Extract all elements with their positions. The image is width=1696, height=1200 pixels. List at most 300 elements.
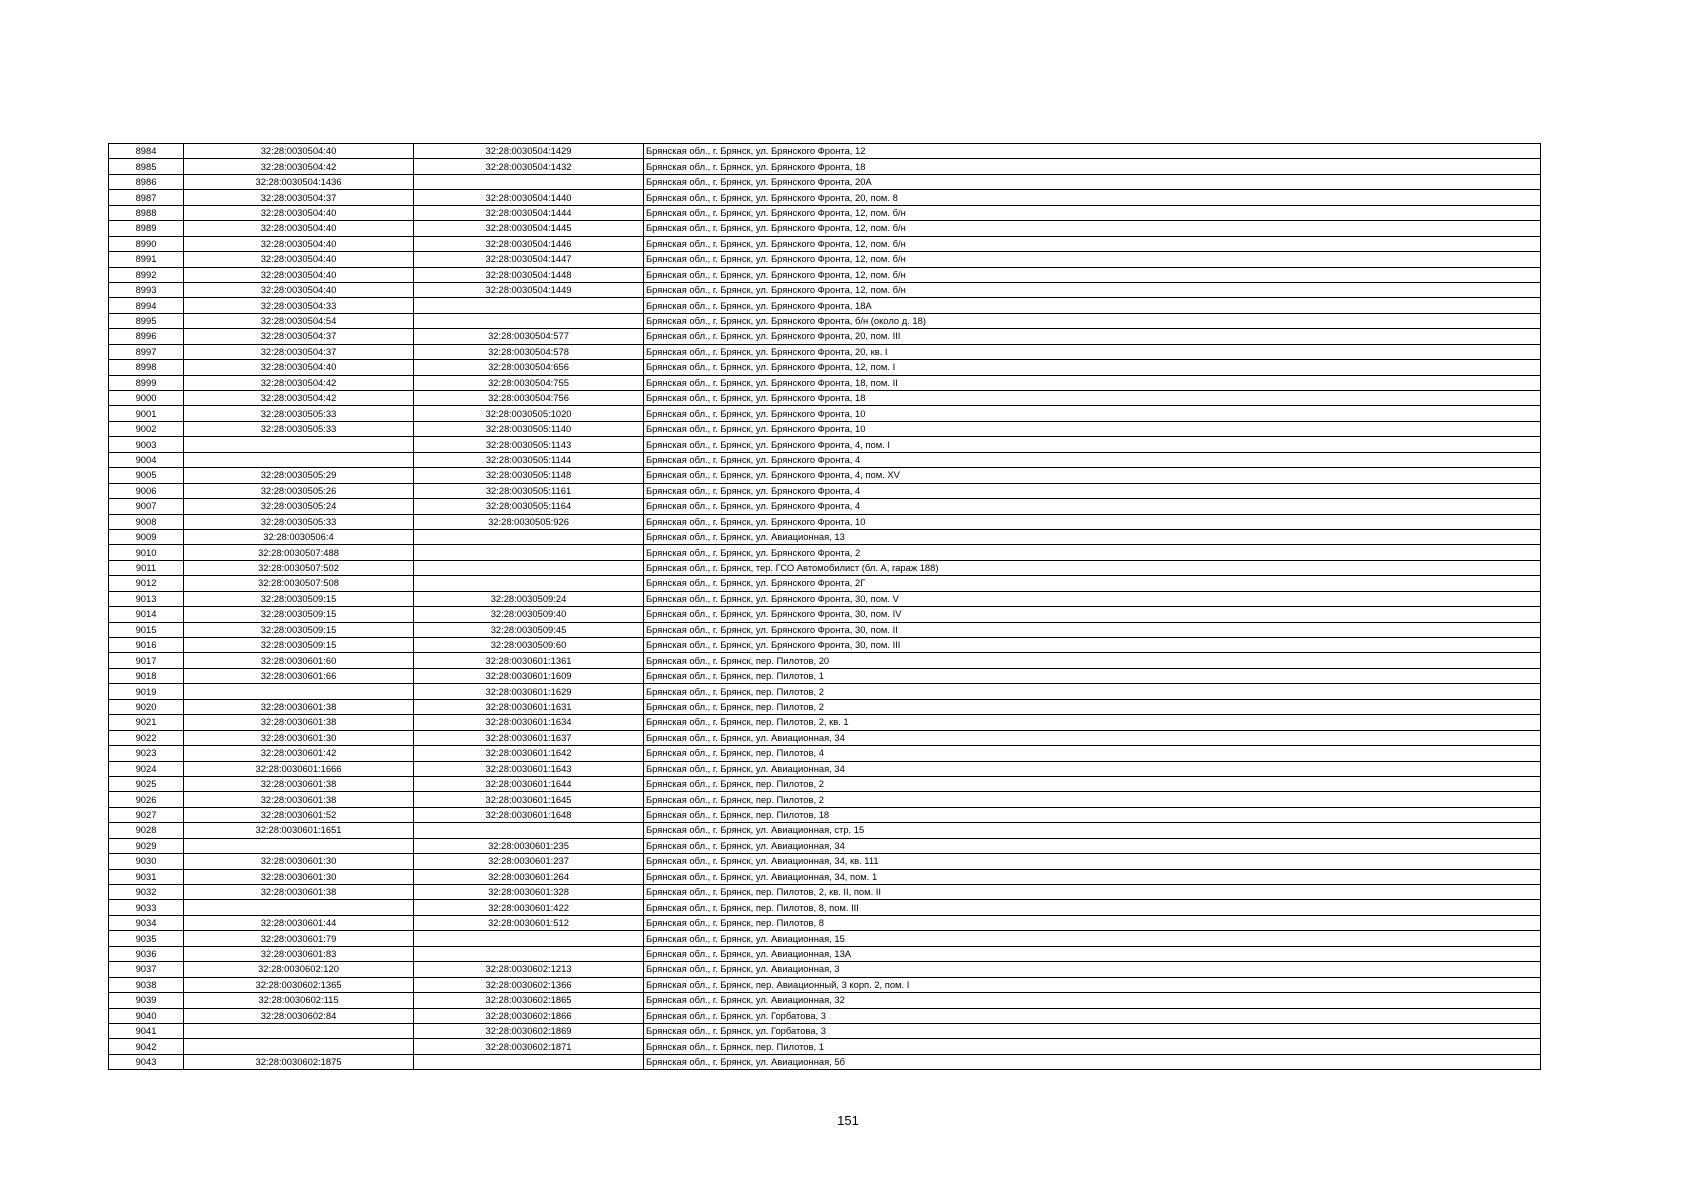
object-cadastral-number-cell: 32:28:0030504:755 [414, 375, 644, 390]
land-cadastral-number-cell: 32:28:0030509:15 [184, 622, 414, 637]
land-cadastral-number-cell: 32:28:0030601:66 [184, 668, 414, 683]
object-cadastral-number-cell: 32:28:0030505:1144 [414, 452, 644, 467]
table-row [109, 792, 1541, 807]
object-cadastral-number-cell: 32:28:0030504:1444 [414, 205, 644, 220]
row-number-cell: 9032 [109, 885, 184, 900]
land-cadastral-number-cell: 32:28:0030601:52 [184, 807, 414, 822]
land-cadastral-number-cell: 32:28:0030504:40 [184, 205, 414, 220]
row-number-cell: 8988 [109, 205, 184, 220]
object-cadastral-number-cell: 32:28:0030601:1645 [414, 792, 644, 807]
land-cadastral-number-cell: 32:28:0030509:15 [184, 607, 414, 622]
address-cell: Брянская обл., г. Брянск, пер. Пилотов, 8, пом. III [644, 900, 1541, 915]
land-cadastral-number-cell: 32:28:0030601:79 [184, 931, 414, 946]
address-cell: Брянская обл., г. Брянск, ул. Авиационная, 34 [644, 838, 1541, 853]
row-number-cell: 8998 [109, 360, 184, 375]
land-cadastral-number-cell: 32:28:0030504:40 [184, 221, 414, 236]
address-cell: Брянская обл., г. Брянск, ул. Горбатова, 3 [644, 1023, 1541, 1038]
object-cadastral-number-cell: 32:28:0030505:1020 [414, 406, 644, 421]
object-cadastral-number-cell: 32:28:0030504:1446 [414, 236, 644, 251]
row-number-cell: 9000 [109, 391, 184, 406]
address-cell: Брянская обл., г. Брянск, ул. Брянского Фронта, 4 [644, 483, 1541, 498]
table-row [109, 267, 1541, 282]
row-number-cell: 9002 [109, 421, 184, 436]
land-cadastral-number-cell: 32:28:0030601:30 [184, 730, 414, 745]
address-cell: Брянская обл., г. Брянск, ул. Брянского Фронта, 12, пом. б/н [644, 267, 1541, 282]
land-cadastral-number-cell: 32:28:0030504:37 [184, 190, 414, 205]
table-row [109, 715, 1541, 730]
object-cadastral-number-cell [414, 313, 644, 328]
object-cadastral-number-cell: 32:28:0030601:1631 [414, 699, 644, 714]
land-cadastral-number-cell: 32:28:0030602:120 [184, 962, 414, 977]
address-cell: Брянская обл., г. Брянск, ул. Авиационная, 13 [644, 529, 1541, 544]
table-row [109, 885, 1541, 900]
address-cell: Брянская обл., г. Брянск, ул. Брянского Фронта, 12, пом. б/н [644, 221, 1541, 236]
row-number-cell: 8994 [109, 298, 184, 313]
object-cadastral-number-cell: 32:28:0030504:656 [414, 360, 644, 375]
land-cadastral-number-cell: 32:28:0030504:37 [184, 329, 414, 344]
land-cadastral-number-cell: 32:28:0030601:38 [184, 776, 414, 791]
address-cell: Брянская обл., г. Брянск, ул. Брянского Фронта, 20А [644, 174, 1541, 189]
land-cadastral-number-cell [184, 1023, 414, 1038]
object-cadastral-number-cell: 32:28:0030602:1213 [414, 962, 644, 977]
object-cadastral-number-cell: 32:28:0030509:40 [414, 607, 644, 622]
land-cadastral-number-cell [184, 684, 414, 699]
table-row [109, 1023, 1541, 1038]
row-number-cell: 9036 [109, 946, 184, 961]
address-cell: Брянская обл., г. Брянск, пер. Пилотов, 2 [644, 684, 1541, 699]
table-row [109, 684, 1541, 699]
address-cell: Брянская обл., г. Брянск, ул. Авиационная, 34 [644, 761, 1541, 776]
row-number-cell: 9001 [109, 406, 184, 421]
table-row [109, 560, 1541, 575]
object-cadastral-number-cell: 32:28:0030504:1447 [414, 252, 644, 267]
object-cadastral-number-cell: 32:28:0030505:1148 [414, 468, 644, 483]
object-cadastral-number-cell [414, 560, 644, 575]
object-cadastral-number-cell: 32:28:0030601:1648 [414, 807, 644, 822]
table-row [109, 468, 1541, 483]
land-cadastral-number-cell: 32:28:0030507:508 [184, 576, 414, 591]
address-cell: Брянская обл., г. Брянск, ул. Брянского Фронта, 12, пом. б/н [644, 205, 1541, 220]
table-row [109, 962, 1541, 977]
property-registry-table [108, 143, 1541, 1070]
row-number-cell: 9028 [109, 823, 184, 838]
table-row [109, 298, 1541, 313]
table-row [109, 221, 1541, 236]
table-row [109, 159, 1541, 174]
object-cadastral-number-cell: 32:28:0030505:1143 [414, 437, 644, 452]
land-cadastral-number-cell: 32:28:0030601:38 [184, 885, 414, 900]
object-cadastral-number-cell: 32:28:0030504:756 [414, 391, 644, 406]
object-cadastral-number-cell [414, 946, 644, 961]
row-number-cell: 9031 [109, 869, 184, 884]
address-cell: Брянская обл., г. Брянск, ул. Брянского Фронта, 4, пом. XV [644, 468, 1541, 483]
address-cell: Брянская обл., г. Брянск, пер. Пилотов, 20 [644, 653, 1541, 668]
address-cell: Брянская обл., г. Брянск, пер. Пилотов, 1 [644, 1039, 1541, 1054]
row-number-cell: 8989 [109, 221, 184, 236]
land-cadastral-number-cell [184, 452, 414, 467]
object-cadastral-number-cell: 32:28:0030505:1161 [414, 483, 644, 498]
land-cadastral-number-cell: 32:28:0030507:488 [184, 545, 414, 560]
address-cell: Брянская обл., г. Брянск, ул. Брянского Фронта, 20, пом. 8 [644, 190, 1541, 205]
address-cell: Брянская обл., г. Брянск, ул. Брянского Фронта, 10 [644, 421, 1541, 436]
table-row [109, 391, 1541, 406]
row-number-cell: 8987 [109, 190, 184, 205]
row-number-cell: 9026 [109, 792, 184, 807]
table-row [109, 1054, 1541, 1069]
land-cadastral-number-cell: 32:28:0030504:1436 [184, 174, 414, 189]
land-cadastral-number-cell: 32:28:0030601:60 [184, 653, 414, 668]
table-row [109, 282, 1541, 297]
object-cadastral-number-cell [414, 545, 644, 560]
object-cadastral-number-cell [414, 823, 644, 838]
object-cadastral-number-cell: 32:28:0030602:1871 [414, 1039, 644, 1054]
row-number-cell: 9021 [109, 715, 184, 730]
row-number-cell: 9024 [109, 761, 184, 776]
row-number-cell: 9034 [109, 915, 184, 930]
land-cadastral-number-cell: 32:28:0030601:30 [184, 854, 414, 869]
land-cadastral-number-cell: 32:28:0030601:44 [184, 915, 414, 930]
object-cadastral-number-cell: 32:28:0030601:1634 [414, 715, 644, 730]
address-cell: Брянская обл., г. Брянск, пер. Авиационный, 3 корп. 2, пом. I [644, 977, 1541, 992]
land-cadastral-number-cell: 32:28:0030505:26 [184, 483, 414, 498]
land-cadastral-number-cell: 32:28:0030505:24 [184, 499, 414, 514]
row-number-cell: 9040 [109, 1008, 184, 1023]
row-number-cell: 8984 [109, 144, 184, 159]
row-number-cell: 9029 [109, 838, 184, 853]
object-cadastral-number-cell: 32:28:0030601:237 [414, 854, 644, 869]
table-row [109, 190, 1541, 205]
row-number-cell: 9020 [109, 699, 184, 714]
land-cadastral-number-cell: 32:28:0030509:15 [184, 591, 414, 606]
address-cell: Брянская обл., г. Брянск, ул. Брянского Фронта, 30, пом. II [644, 622, 1541, 637]
land-cadastral-number-cell [184, 900, 414, 915]
land-cadastral-number-cell: 32:28:0030601:83 [184, 946, 414, 961]
object-cadastral-number-cell: 32:28:0030601:264 [414, 869, 644, 884]
land-cadastral-number-cell: 32:28:0030602:1875 [184, 1054, 414, 1069]
address-cell: Брянская обл., г. Брянск, пер. Пилотов, 2, кв. 1 [644, 715, 1541, 730]
address-cell: Брянская обл., г. Брянск, пер. Пилотов, 2 [644, 699, 1541, 714]
table-row [109, 776, 1541, 791]
object-cadastral-number-cell: 32:28:0030601:1609 [414, 668, 644, 683]
row-number-cell: 8991 [109, 252, 184, 267]
table-row [109, 545, 1541, 560]
row-number-cell: 8999 [109, 375, 184, 390]
land-cadastral-number-cell: 32:28:0030601:38 [184, 715, 414, 730]
address-cell: Брянская обл., г. Брянск, пер. Пилотов, 2, кв. II, пом. II [644, 885, 1541, 900]
row-number-cell: 9023 [109, 746, 184, 761]
object-cadastral-number-cell: 32:28:0030601:1361 [414, 653, 644, 668]
land-cadastral-number-cell: 32:28:0030601:30 [184, 869, 414, 884]
object-cadastral-number-cell: 32:28:0030602:1869 [414, 1023, 644, 1038]
object-cadastral-number-cell: 32:28:0030504:1449 [414, 282, 644, 297]
address-cell: Брянская обл., г. Брянск, пер. Пилотов, 2 [644, 792, 1541, 807]
address-cell: Брянская обл., г. Брянск, ул. Авиационная, 5б [644, 1054, 1541, 1069]
table-row [109, 375, 1541, 390]
land-cadastral-number-cell: 32:28:0030601:1666 [184, 761, 414, 776]
table-body [109, 144, 1541, 1070]
address-cell: Брянская обл., г. Брянск, ул. Брянского Фронта, 2Г [644, 576, 1541, 591]
row-number-cell: 9030 [109, 854, 184, 869]
object-cadastral-number-cell: 32:28:0030504:577 [414, 329, 644, 344]
table-row [109, 915, 1541, 930]
address-cell: Брянская обл., г. Брянск, ул. Брянского Фронта, 18 [644, 159, 1541, 174]
row-number-cell: 8985 [109, 159, 184, 174]
land-cadastral-number-cell: 32:28:0030504:40 [184, 252, 414, 267]
row-number-cell: 9009 [109, 529, 184, 544]
table-row [109, 746, 1541, 761]
table-row [109, 1008, 1541, 1023]
address-cell: Брянская обл., г. Брянск, ул. Брянского Фронта, 12, пом. б/н [644, 252, 1541, 267]
table-row [109, 854, 1541, 869]
table-row [109, 668, 1541, 683]
object-cadastral-number-cell: 32:28:0030601:1643 [414, 761, 644, 776]
object-cadastral-number-cell: 32:28:0030601:1629 [414, 684, 644, 699]
object-cadastral-number-cell: 32:28:0030505:926 [414, 514, 644, 529]
land-cadastral-number-cell: 32:28:0030504:42 [184, 375, 414, 390]
address-cell: Брянская обл., г. Брянск, тер. ГСО Автомобилист (бл. А, гараж 188) [644, 560, 1541, 575]
table-row [109, 699, 1541, 714]
object-cadastral-number-cell: 32:28:0030601:1644 [414, 776, 644, 791]
object-cadastral-number-cell: 32:28:0030601:512 [414, 915, 644, 930]
table-row [109, 823, 1541, 838]
address-cell: Брянская обл., г. Брянск, ул. Брянского Фронта, 30, пом. V [644, 591, 1541, 606]
land-cadastral-number-cell: 32:28:0030504:37 [184, 344, 414, 359]
object-cadastral-number-cell: 32:28:0030602:1366 [414, 977, 644, 992]
object-cadastral-number-cell [414, 529, 644, 544]
land-cadastral-number-cell: 32:28:0030504:40 [184, 360, 414, 375]
row-number-cell: 9039 [109, 993, 184, 1008]
row-number-cell: 9006 [109, 483, 184, 498]
land-cadastral-number-cell: 32:28:0030601:38 [184, 699, 414, 714]
address-cell: Брянская обл., г. Брянск, ул. Брянского Фронта, 30, пом. IV [644, 607, 1541, 622]
row-number-cell: 9037 [109, 962, 184, 977]
land-cadastral-number-cell [184, 838, 414, 853]
address-cell: Брянская обл., г. Брянск, пер. Пилотов, 18 [644, 807, 1541, 822]
address-cell: Брянская обл., г. Брянск, ул. Авиационная, 13А [644, 946, 1541, 961]
table-row [109, 993, 1541, 1008]
table-row [109, 607, 1541, 622]
land-cadastral-number-cell: 32:28:0030504:42 [184, 159, 414, 174]
land-cadastral-number-cell: 32:28:0030504:40 [184, 236, 414, 251]
land-cadastral-number-cell [184, 437, 414, 452]
address-cell: Брянская обл., г. Брянск, ул. Брянского Фронта, 12 [644, 144, 1541, 159]
object-cadastral-number-cell [414, 576, 644, 591]
object-cadastral-number-cell: 32:28:0030505:1164 [414, 499, 644, 514]
land-cadastral-number-cell: 32:28:0030504:40 [184, 282, 414, 297]
table-row [109, 452, 1541, 467]
object-cadastral-number-cell: 32:28:0030602:1866 [414, 1008, 644, 1023]
address-cell: Брянская обл., г. Брянск, ул. Брянского Фронта, 10 [644, 406, 1541, 421]
land-cadastral-number-cell: 32:28:0030601:38 [184, 792, 414, 807]
row-number-cell: 9042 [109, 1039, 184, 1054]
row-number-cell: 8986 [109, 174, 184, 189]
row-number-cell: 9016 [109, 638, 184, 653]
row-number-cell: 9004 [109, 452, 184, 467]
land-cadastral-number-cell: 32:28:0030507:502 [184, 560, 414, 575]
object-cadastral-number-cell: 32:28:0030505:1140 [414, 421, 644, 436]
object-cadastral-number-cell: 32:28:0030601:1637 [414, 730, 644, 745]
address-cell: Брянская обл., г. Брянск, ул. Брянского Фронта, 10 [644, 514, 1541, 529]
address-cell: Брянская обл., г. Брянск, ул. Брянского Фронта, 12, пом. б/н [644, 282, 1541, 297]
land-cadastral-number-cell: 32:28:0030505:29 [184, 468, 414, 483]
table-row [109, 499, 1541, 514]
address-cell: Брянская обл., г. Брянск, ул. Авиационная, стр. 15 [644, 823, 1541, 838]
row-number-cell: 9025 [109, 776, 184, 791]
land-cadastral-number-cell: 32:28:0030601:1651 [184, 823, 414, 838]
object-cadastral-number-cell: 32:28:0030601:1642 [414, 746, 644, 761]
land-cadastral-number-cell: 32:28:0030505:33 [184, 406, 414, 421]
object-cadastral-number-cell: 32:28:0030601:422 [414, 900, 644, 915]
table-row [109, 576, 1541, 591]
row-number-cell: 8996 [109, 329, 184, 344]
address-cell: Брянская обл., г. Брянск, ул. Брянского Фронта, 12, пом. I [644, 360, 1541, 375]
land-cadastral-number-cell: 32:28:0030602:84 [184, 1008, 414, 1023]
land-cadastral-number-cell: 32:28:0030505:33 [184, 514, 414, 529]
address-cell: Брянская обл., г. Брянск, ул. Авиационная, 32 [644, 993, 1541, 1008]
row-number-cell: 8992 [109, 267, 184, 282]
object-cadastral-number-cell: 32:28:0030504:1429 [414, 144, 644, 159]
object-cadastral-number-cell [414, 1054, 644, 1069]
address-cell: Брянская обл., г. Брянск, ул. Брянского Фронта, б/н (около д. 18) [644, 313, 1541, 328]
land-cadastral-number-cell: 32:28:0030602:1365 [184, 977, 414, 992]
row-number-cell: 9035 [109, 931, 184, 946]
address-cell: Брянская обл., г. Брянск, ул. Брянского Фронта, 2 [644, 545, 1541, 560]
table-row [109, 205, 1541, 220]
row-number-cell: 9041 [109, 1023, 184, 1038]
object-cadastral-number-cell: 32:28:0030601:235 [414, 838, 644, 853]
row-number-cell: 9008 [109, 514, 184, 529]
address-cell: Брянская обл., г. Брянск, ул. Авиационная, 34, кв. 111 [644, 854, 1541, 869]
table-row [109, 360, 1541, 375]
object-cadastral-number-cell: 32:28:0030509:60 [414, 638, 644, 653]
address-cell: Брянская обл., г. Брянск, ул. Брянского Фронта, 18А [644, 298, 1541, 313]
address-cell: Брянская обл., г. Брянск, ул. Авиационная, 34, пом. 1 [644, 869, 1541, 884]
address-cell: Брянская обл., г. Брянск, ул. Брянского Фронта, 4 [644, 452, 1541, 467]
land-cadastral-number-cell: 32:28:0030504:40 [184, 267, 414, 282]
land-cadastral-number-cell: 32:28:0030504:54 [184, 313, 414, 328]
table-row [109, 807, 1541, 822]
table-row [109, 144, 1541, 159]
row-number-cell: 9003 [109, 437, 184, 452]
table-row [109, 638, 1541, 653]
row-number-cell: 9038 [109, 977, 184, 992]
table-row [109, 344, 1541, 359]
table-row [109, 761, 1541, 776]
table-row [109, 236, 1541, 251]
row-number-cell: 9022 [109, 730, 184, 745]
address-cell: Брянская обл., г. Брянск, ул. Авиационная, 15 [644, 931, 1541, 946]
land-cadastral-number-cell: 32:28:0030602:115 [184, 993, 414, 1008]
table-row [109, 900, 1541, 915]
address-cell: Брянская обл., г. Брянск, ул. Брянского Фронта, 12, пом. б/н [644, 236, 1541, 251]
object-cadastral-number-cell: 32:28:0030509:45 [414, 622, 644, 637]
land-cadastral-number-cell [184, 1039, 414, 1054]
address-cell: Брянская обл., г. Брянск, пер. Пилотов, 8 [644, 915, 1541, 930]
land-cadastral-number-cell: 32:28:0030506:4 [184, 529, 414, 544]
table-row [109, 946, 1541, 961]
object-cadastral-number-cell: 32:28:0030504:578 [414, 344, 644, 359]
address-cell: Брянская обл., г. Брянск, ул. Авиационная, 3 [644, 962, 1541, 977]
address-cell: Брянская обл., г. Брянск, ул. Брянского Фронта, 4, пом. I [644, 437, 1541, 452]
address-cell: Брянская обл., г. Брянск, пер. Пилотов, 1 [644, 668, 1541, 683]
address-cell: Брянская обл., г. Брянск, ул. Брянского Фронта, 18 [644, 391, 1541, 406]
row-number-cell: 9043 [109, 1054, 184, 1069]
page-number: 151 [837, 1113, 859, 1128]
table-row [109, 1039, 1541, 1054]
row-number-cell: 9011 [109, 560, 184, 575]
row-number-cell: 9019 [109, 684, 184, 699]
table-row [109, 529, 1541, 544]
address-cell: Брянская обл., г. Брянск, ул. Брянского Фронта, 30, пом. III [644, 638, 1541, 653]
row-number-cell: 9005 [109, 468, 184, 483]
object-cadastral-number-cell: 32:28:0030504:1445 [414, 221, 644, 236]
land-cadastral-number-cell: 32:28:0030504:33 [184, 298, 414, 313]
object-cadastral-number-cell: 32:28:0030504:1440 [414, 190, 644, 205]
table-row [109, 329, 1541, 344]
address-cell: Брянская обл., г. Брянск, пер. Пилотов, 4 [644, 746, 1541, 761]
object-cadastral-number-cell: 32:28:0030602:1865 [414, 993, 644, 1008]
land-cadastral-number-cell: 32:28:0030504:40 [184, 144, 414, 159]
land-cadastral-number-cell: 32:28:0030505:33 [184, 421, 414, 436]
address-cell: Брянская обл., г. Брянск, пер. Пилотов, 2 [644, 776, 1541, 791]
row-number-cell: 9017 [109, 653, 184, 668]
object-cadastral-number-cell: 32:28:0030509:24 [414, 591, 644, 606]
table-row [109, 421, 1541, 436]
table-row [109, 931, 1541, 946]
object-cadastral-number-cell: 32:28:0030504:1432 [414, 159, 644, 174]
object-cadastral-number-cell: 32:28:0030504:1448 [414, 267, 644, 282]
object-cadastral-number-cell [414, 931, 644, 946]
table-row [109, 406, 1541, 421]
table-row [109, 869, 1541, 884]
address-cell: Брянская обл., г. Брянск, ул. Брянского Фронта, 18, пом. II [644, 375, 1541, 390]
address-cell: Брянская обл., г. Брянск, ул. Горбатова, 3 [644, 1008, 1541, 1023]
table-row [109, 730, 1541, 745]
row-number-cell: 9015 [109, 622, 184, 637]
table-row [109, 653, 1541, 668]
address-cell: Брянская обл., г. Брянск, ул. Авиационная, 34 [644, 730, 1541, 745]
row-number-cell: 9010 [109, 545, 184, 560]
row-number-cell: 9014 [109, 607, 184, 622]
table-row [109, 483, 1541, 498]
row-number-cell: 9033 [109, 900, 184, 915]
row-number-cell: 9007 [109, 499, 184, 514]
table-row [109, 437, 1541, 452]
row-number-cell: 9018 [109, 668, 184, 683]
table-row [109, 514, 1541, 529]
row-number-cell: 8993 [109, 282, 184, 297]
row-number-cell: 9013 [109, 591, 184, 606]
object-cadastral-number-cell [414, 174, 644, 189]
address-cell: Брянская обл., г. Брянск, ул. Брянского Фронта, 20, кв. I [644, 344, 1541, 359]
table-row [109, 622, 1541, 637]
address-cell: Брянская обл., г. Брянск, ул. Брянского Фронта, 4 [644, 499, 1541, 514]
table-row [109, 591, 1541, 606]
row-number-cell: 8997 [109, 344, 184, 359]
table-row [109, 174, 1541, 189]
land-cadastral-number-cell: 32:28:0030509:15 [184, 638, 414, 653]
object-cadastral-number-cell [414, 298, 644, 313]
table-row [109, 252, 1541, 267]
table-row [109, 313, 1541, 328]
land-cadastral-number-cell: 32:28:0030504:42 [184, 391, 414, 406]
object-cadastral-number-cell: 32:28:0030601:328 [414, 885, 644, 900]
row-number-cell: 9012 [109, 576, 184, 591]
land-cadastral-number-cell: 32:28:0030601:42 [184, 746, 414, 761]
row-number-cell: 9027 [109, 807, 184, 822]
table-row [109, 977, 1541, 992]
row-number-cell: 8995 [109, 313, 184, 328]
